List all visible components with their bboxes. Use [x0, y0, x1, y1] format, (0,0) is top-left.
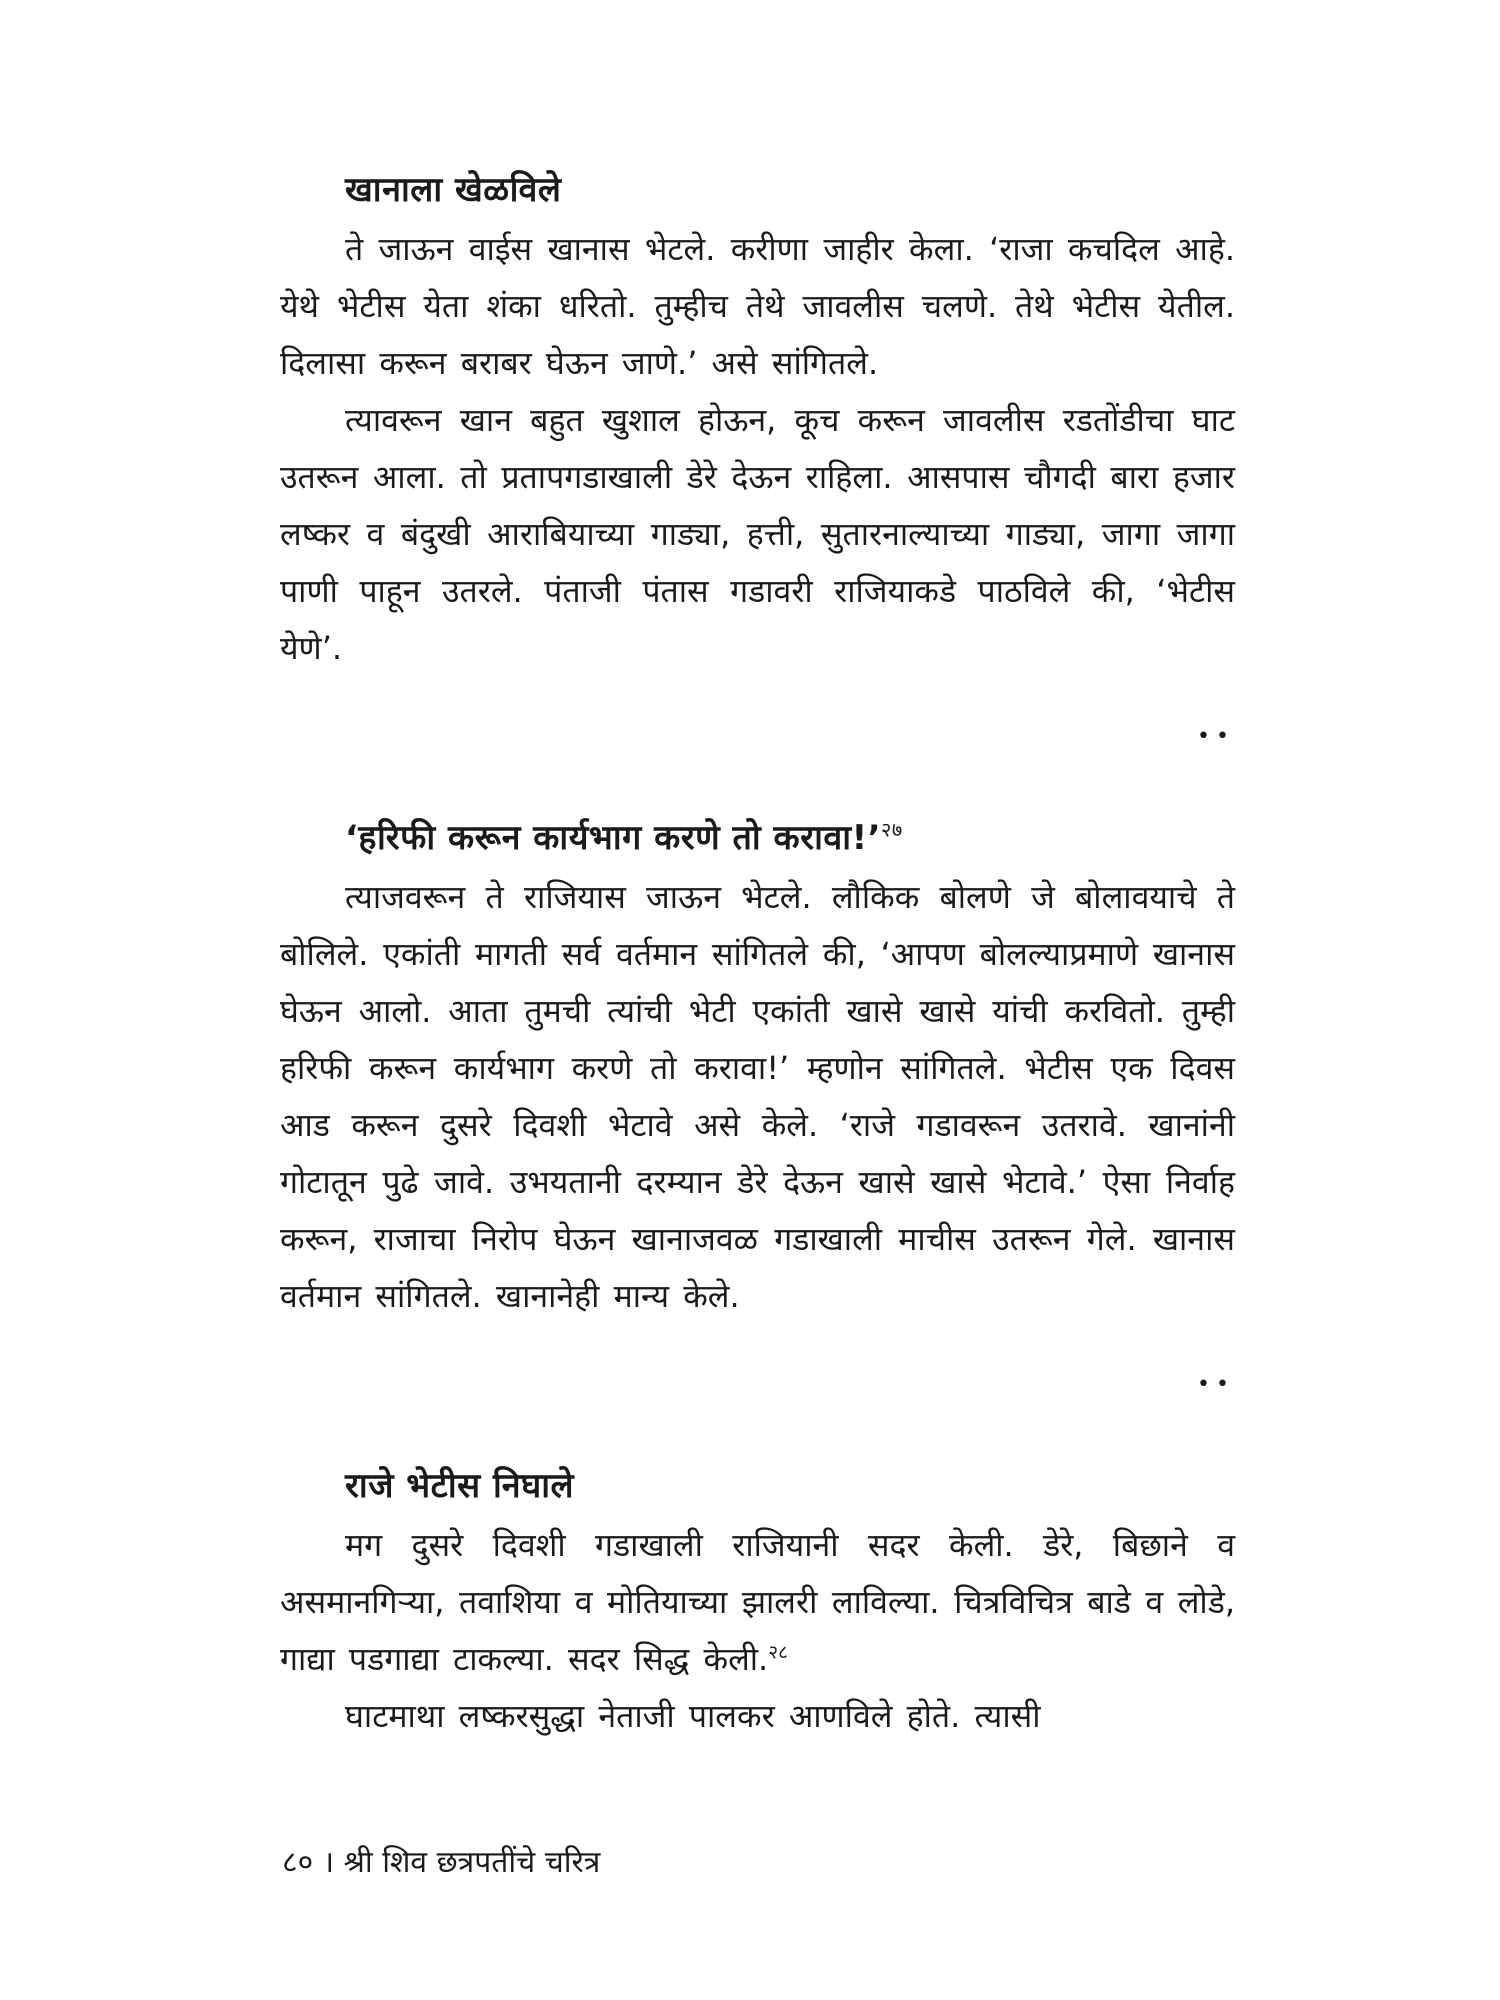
page-body	[280, 165, 1235, 1745]
footnote-marker: २७	[881, 817, 903, 842]
section-separator: ••	[1197, 724, 1235, 749]
section-heading	[345, 813, 1235, 863]
footer-divider: ।	[322, 1845, 335, 1880]
page-number: ८०	[282, 1845, 314, 1880]
paragraph: त्याजवरून ते राजियास जाऊन भेटले. लौकिक बोलणे जे बोलावयाचे ते बोलिले. एकांती मागती सर्व वर्तमान सांगितले की, ‘आपण बोलल्याप्रमाणे खानास घेऊन आलो. आता तुमची त्यांची भेटी एकांती खासे खासे यांची करवितो. तुम्ही हरिफी करून कार्यभाग करणे तो करावा!’ म्हणोन सांगितले. भेटीस एक दिवस आड करून दुसरे दिवशी भेटावे असे केले. ‘राजे गडावरून उतरावे. खानांनी गोटातून पुढे जावे. उभयतानी दरम्यान डेरे देऊन खासे खासे भेटावे.’ ऐसा निर्वाह करून, राजाचा निरोप घेऊन खानाजवळ गडाखाली माचीस उतरून गेले. खानास वर्तमान सांगितले. खानानेही मान्य केले.	[280, 878, 1235, 1315]
section-heading-text: खानाला खेळविले	[345, 170, 562, 210]
section-khanala-khelavile	[280, 165, 1235, 757]
paragraph: त्यावरून खान बहुत खुशाल होऊन, कूच करून जावलीस रडतोंडीचा घाट उतरून आला. तो प्रतापगडाखाली डेरे देऊन राहिला. आसपास चौगदी बारा हजार लष्कर व बंदुखी आराबियाच्या गाड्या, हत्ती, सुतारनाल्याच्या गाड्या, जागा जागा पाणी पाहून उतरले. पंताजी पंतास गडावरी राजियाकडे पाठविले की, ‘भेटीस येणे’.	[280, 401, 1235, 667]
page-footer	[282, 1843, 600, 1883]
section-heading	[345, 1461, 1235, 1511]
section-heading-text: राजे भेटीस निघाले	[345, 1466, 575, 1506]
section-raje-bhetis-nighale	[280, 1461, 1235, 1745]
paragraph-text: मग दुसरे दिवशी गडाखाली राजियानी सदर केली. डेरे, बिछाने व असमानगिऱ्या, तवाशिया व मोतियाच्या झालरी लाविल्या. चित्रविचित्र बाडे व लोडे, गाद्या पडगाद्या टाकल्या. सदर सिद्ध केली.	[280, 1526, 1235, 1678]
section-heading	[345, 165, 1235, 215]
section-heading-text: ‘हरिफी करून कार्यभाग करणे तो करावा!’	[345, 818, 882, 858]
section-harifi-karun	[280, 813, 1235, 1405]
paragraph: ते जाऊन वाईस खानास भेटले. करीणा जाहीर केला. ‘राजा कचदिल आहे. येथे भेटीस येता शंका धरितो. तुम्हीच तेथे जावलीस चलणे. तेथे भेटीस येतील. दिलासा करून बराबर घेऊन जाणे.’ असे सांगितले.	[280, 230, 1235, 382]
paragraph	[280, 1517, 1235, 1688]
footnote-marker: २८	[768, 1641, 788, 1664]
paragraph: घाटमाथा लष्करसुद्धा नेताजी पालकर आणविले होते. त्यासी	[345, 1697, 1041, 1735]
book-title: श्री शिव छत्रपतींचे चरित्र	[343, 1845, 601, 1880]
section-separator: ••	[1197, 1372, 1235, 1397]
